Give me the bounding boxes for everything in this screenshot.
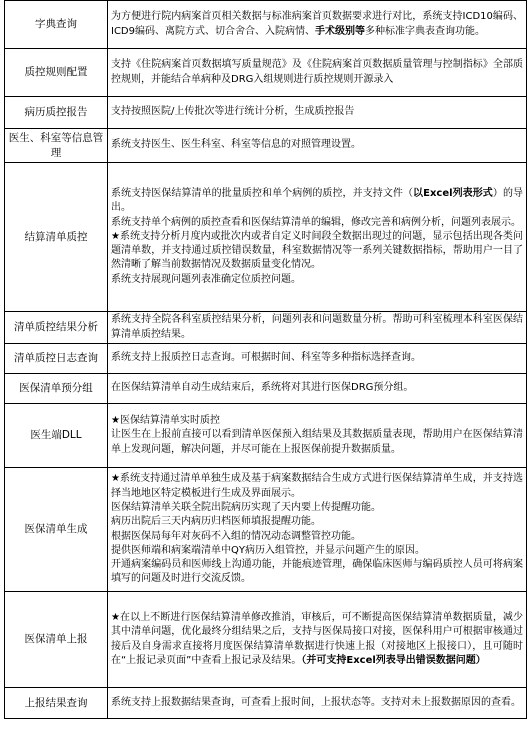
feature-name: 上报结果查询 — [5, 688, 108, 719]
feature-name: 字典查询 — [5, 1, 108, 49]
table-row — [5, 49, 527, 97]
table-row — [5, 688, 527, 719]
feature-table — [4, 0, 527, 719]
description-text: 多种标准字典表查询功能。 — [365, 25, 485, 37]
description-paragraph — [111, 544, 523, 558]
feature-description — [108, 688, 527, 719]
feature-description — [108, 312, 527, 344]
description-paragraph — [111, 515, 523, 529]
description-paragraph — [111, 428, 523, 457]
description-text: 系统支持展现问题列表准确定位质控问题。 — [111, 273, 301, 285]
description-paragraph — [111, 351, 523, 365]
table-row — [5, 344, 527, 374]
feature-description — [108, 468, 527, 592]
description-text: 为方便进行院内病案首页相关数据与标准病案首页数据要求进行对比，系统支持ICD10编码、ICD9编码、离院方式、切合舍合、入院病情、 — [111, 11, 523, 37]
description-text: 系统支持医生、医生科室、科室等信息的对照管理设置。 — [111, 139, 361, 151]
feature-name: 医保清单生成 — [5, 468, 108, 592]
description-paragraph — [111, 472, 523, 501]
description-text: 系统支持全院各科室质控结果分析，问题列表和问题数量分析。帮助可科室梳理本科室医保结算清单质控结果。 — [111, 314, 523, 340]
description-text: 支持《住院病案首页数据填写质量规范》及《住院病案首页数据质量管理与控制指标》全部质控规则，并能结合单病种及DRG入组规则进行质控规则开源录入 — [111, 59, 523, 85]
feature-table-body — [5, 1, 527, 719]
feature-description — [108, 344, 527, 374]
description-paragraph — [111, 230, 523, 273]
feature-description — [108, 1, 527, 49]
description-text: 开通病案编码员和医师线上沟通功能，并能痕迹管理，确保临床医师与编码质控人员可将病案填写的问题及时进行交流反馈。 — [111, 559, 523, 585]
description-paragraph — [111, 530, 523, 544]
description-text: 支持按照医院/上传批次等进行统计分析，生成质控报告 — [111, 106, 355, 118]
feature-name: 清单质控日志查询 — [5, 344, 108, 374]
description-text: ★医保结算清单实时质控 — [111, 415, 220, 427]
description-text: 系统支持上报质控日志查询。可根据时间、科室等多种指标选择查询。 — [111, 352, 421, 364]
description-paragraph — [111, 611, 523, 668]
description-text: 系统支持上报数据结果查询，可查看上报时间，上报状态等。支持对未上报数据原因的查看。 — [111, 696, 521, 708]
description-text: 提供医师端和病案端清单中QY病历入组管控，并显示问题产生的原因。 — [111, 544, 425, 556]
table-row — [5, 404, 527, 468]
description-text: 根据医保局每年对灰码不入组的情况动态调整管控功能。 — [111, 530, 361, 542]
description-text-bold: 手术级别等 — [315, 25, 365, 37]
description-paragraph — [111, 501, 523, 515]
description-paragraph — [111, 187, 523, 216]
feature-description — [108, 129, 527, 163]
table-row — [5, 468, 527, 592]
description-paragraph — [111, 58, 523, 87]
description-paragraph — [111, 313, 523, 342]
feature-description — [108, 163, 527, 312]
description-text: 在医保结算清单自动生成结束后，系统将对其进行医保DRG预分组。 — [111, 382, 414, 394]
description-text: 病历出院后三天内病历归档医师填报提醒功能。 — [111, 516, 321, 528]
feature-name: 清单质控结果分析 — [5, 312, 108, 344]
feature-name: 质控规则配置 — [5, 49, 108, 97]
table-row — [5, 592, 527, 688]
table-row — [5, 129, 527, 163]
feature-name: 医生、科室等信息管理 — [5, 129, 108, 163]
description-text-bold: 以Excel列表形式 — [413, 187, 493, 199]
description-text: 系统支持单个病例的质控查看和医保结算清单的编辑，修改完善和病例分析，问题列表展示。 — [111, 216, 521, 228]
description-paragraph — [111, 558, 523, 587]
table-row — [5, 374, 527, 404]
description-paragraph — [111, 138, 523, 152]
feature-name: 病历质控报告 — [5, 97, 108, 129]
feature-name: 结算清单质控 — [5, 163, 108, 312]
feature-description — [108, 49, 527, 97]
feature-description — [108, 592, 527, 688]
table-row — [5, 1, 527, 49]
feature-name: 医生端DLL — [5, 404, 108, 468]
feature-description — [108, 374, 527, 404]
description-text: ★系统支持通过清单单独生成及基于病案数据结合生成方式进行医保结算清单生成，并支持选择当地地区特定模板进行生成及界面展示。 — [111, 473, 523, 499]
feature-description — [108, 404, 527, 468]
description-text: ）的导出。 — [111, 187, 524, 214]
description-paragraph — [111, 414, 523, 428]
table-row — [5, 97, 527, 129]
feature-description — [108, 97, 527, 129]
description-paragraph — [111, 10, 523, 39]
description-text: ★在以上不断进行医保结算清单修改推消，审核后，可不断提高医保结算清单数据质量，减少其中清单问题，优化最终分组结果之后，支持与医保局接口对接，医保科用户可根据审核通过接后及自身需求直接将月度医保结算清单数据进行快速上报（对接地区上报接口），且可随时在“上报记录页面”中查看上报记录及结果。 — [111, 611, 523, 666]
description-paragraph — [111, 216, 523, 230]
description-text: ★系统支持分析月度内或批次内或者自定义时间段全数据出现过的问题，显示包括出现各类问题清单数，并支持通过质控错误数量，科室数据情况等一系列关键数据指标，帮助用户一目了然清晰了解当前数据情况及数据质量变化情况。 — [111, 230, 523, 271]
table-row — [5, 163, 527, 312]
description-text: 让医生在上报前直接可以看到清单医保预入组结果及其数据质量表现，帮助用户在医保结算清单上发现问题，解决问题，并尽可能在上报医保前提升数据质量。 — [111, 429, 523, 455]
description-text-bold: （并可支持Excel列表导出错误数据问题） — [301, 654, 486, 666]
description-paragraph — [111, 273, 523, 287]
table-row — [5, 312, 527, 344]
description-paragraph — [111, 381, 523, 395]
description-text: 系统支持医保结算清单的批量质控和单个病例的质控，并支持文件（ — [111, 187, 414, 199]
description-paragraph — [111, 696, 523, 710]
description-paragraph — [111, 105, 523, 119]
feature-name: 医保清单预分组 — [5, 374, 108, 404]
description-text: 医保结算清单关联全院出院病历实现了天内要上传提醒功能。 — [111, 501, 381, 513]
feature-name: 医保清单上报 — [5, 592, 108, 688]
